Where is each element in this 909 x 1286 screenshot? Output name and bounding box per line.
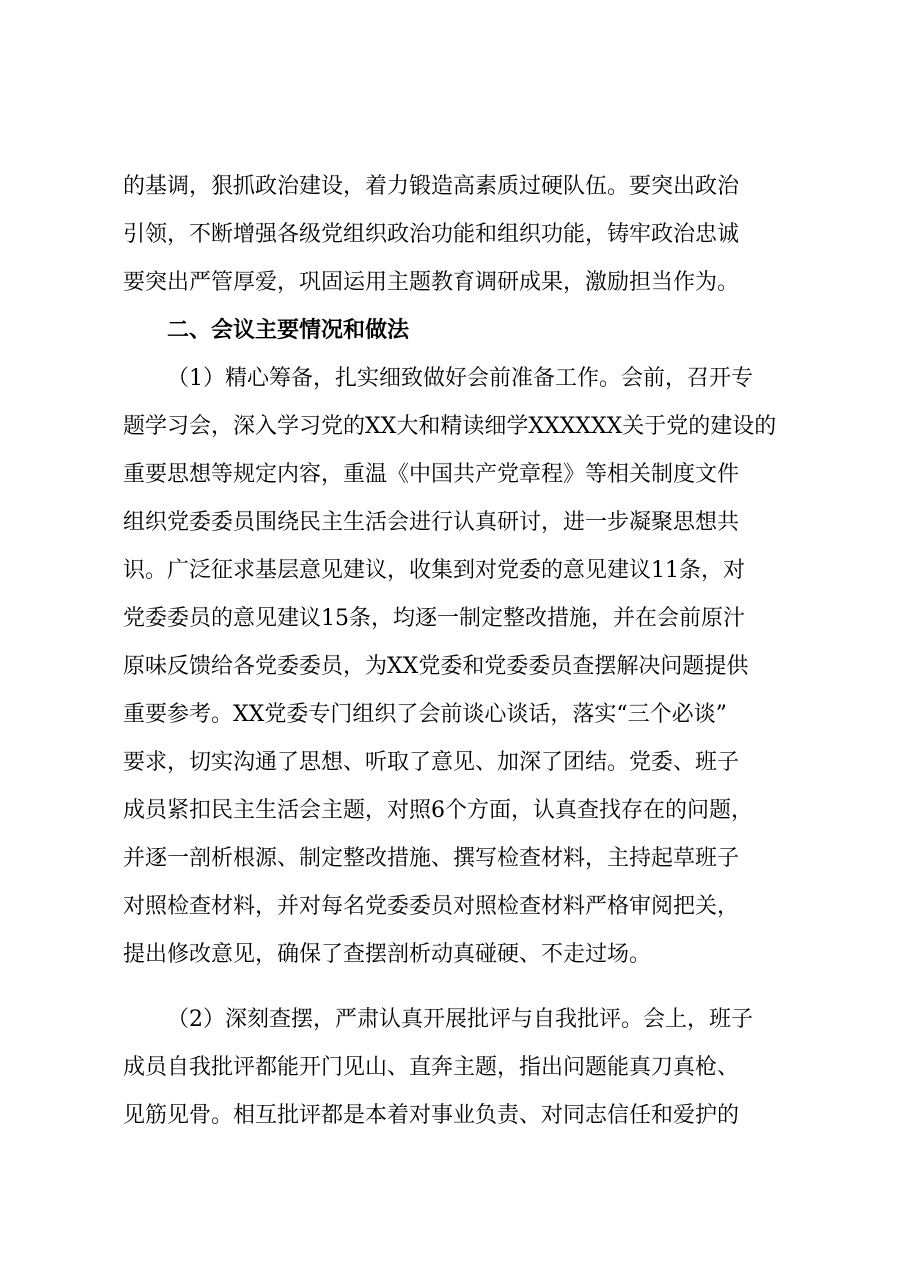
body-text-line: （2）深刻查摆，严肃认真开展批评与自我批评。会上，班子	[167, 1007, 753, 1032]
body-text-line: 见筋见骨。相互批评都是本着对事业负责、对同志信任和爱护的	[123, 1103, 740, 1128]
body-text-line: 识。广泛征求基层意见建议，收集到对党委的意见建议11条，对	[123, 558, 745, 583]
body-text-line: 对照检查材料，并对每名党委委员对照检查材料严格审阅把关，	[123, 894, 740, 919]
body-text-line: 要求，切实沟通了思想、听取了意见、加深了团结。党委、班子	[123, 750, 740, 775]
body-text-line: 并逐一剖析根源、制定整改措施、撰写检查材料，主持起草班子	[123, 846, 740, 871]
body-text-line: 原味反馈给各党委委员，为XX党委和党委委员查摆解决问题提供	[123, 654, 749, 679]
body-text-line: 题学习会，深入学习党的XX大和精读细学XXXXXX关于党的建设的	[123, 414, 777, 439]
body-text-line: 的基调，狠抓政治建设，着力锻造高素质过硬队伍。要突出政治	[123, 174, 740, 199]
body-text-line: 成员紧扣民主生活会主题，对照6个方面，认真查找存在的问题，	[123, 798, 753, 823]
body-text-line: 组织党委委员围绕民主生活会进行认真研讨，进一步凝聚思想共	[123, 510, 740, 535]
body-text-line: 重要参考。XX党委专门组织了会前谈心谈话，落实“三个必谈”	[123, 702, 727, 727]
body-text-line: 成员自我批评都能开门见山、直奔主题，指出问题能真刀真枪、	[123, 1055, 740, 1080]
body-text-line: 重要思想等规定内容，重温《中国共产党章程》等相关制度文件	[123, 462, 740, 487]
body-text-line: （1）精心筹备，扎实细致做好会前准备工作。会前，召开专	[167, 366, 753, 391]
body-text-line: 提出修改意见，确保了查摆剖析动真碰硬、不走过场。	[123, 942, 652, 967]
section-heading: 二、会议主要情况和做法	[167, 318, 410, 343]
body-text-line: 引领，不断增强各级党组织政治功能和组织功能，铸牢政治忠诚	[123, 222, 740, 247]
body-text-line: 要突出严管厚爱，巩固运用主题教育调研成果，激励担当作为。	[123, 270, 740, 295]
body-text-line: 党委委员的意见建议15条，均逐一制定整改措施，并在会前原汁	[123, 606, 745, 631]
